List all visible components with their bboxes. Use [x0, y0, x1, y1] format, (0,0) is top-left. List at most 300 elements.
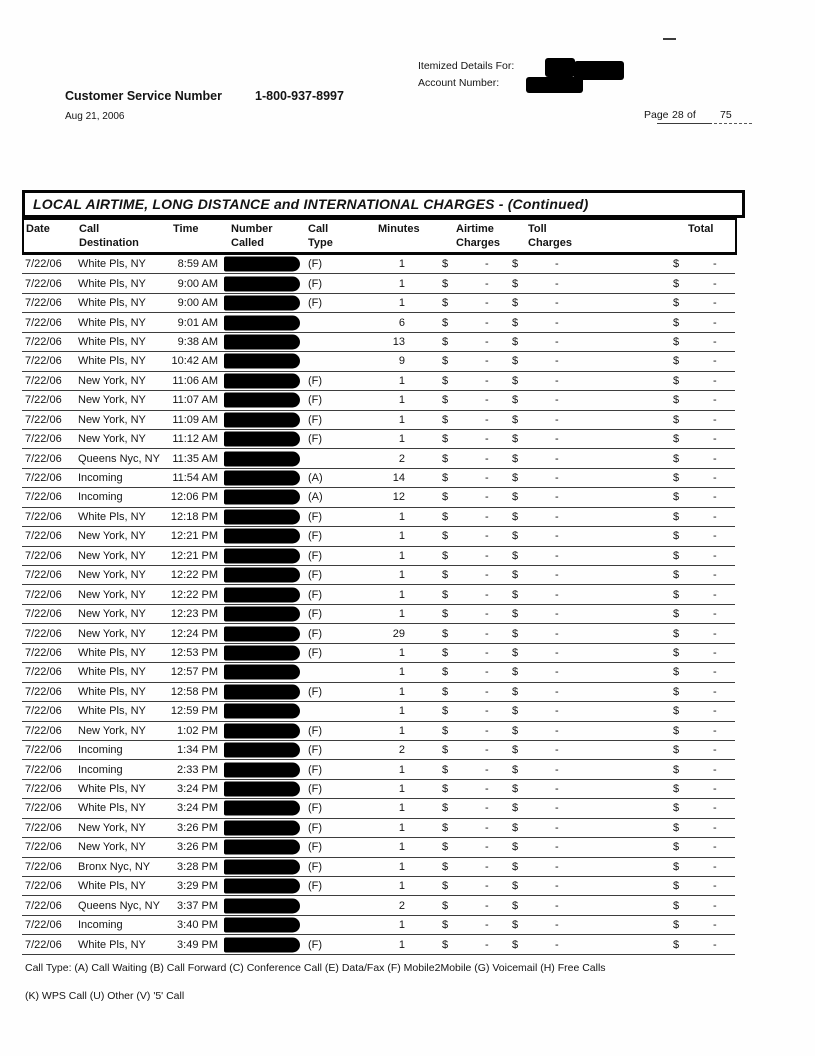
- cell-airtime-amount: -: [485, 510, 489, 523]
- cell-airtime-amount: -: [485, 783, 489, 796]
- cell-toll-amount: -: [555, 646, 559, 659]
- redaction-bar-number-called: [224, 315, 300, 330]
- cell-total-amount: -: [713, 724, 717, 737]
- cell-date: 7/22/06: [25, 666, 62, 679]
- cell-total-dollar: $: [673, 491, 680, 504]
- cell-destination: White Pls, NY: [78, 705, 146, 718]
- cell-total-amount: -: [713, 608, 717, 621]
- cell-total-dollar: $: [673, 316, 680, 329]
- cell-toll-dollar: $: [512, 802, 519, 815]
- cell-airtime-dollar: $: [442, 841, 449, 854]
- cell-total-dollar: $: [673, 705, 680, 718]
- cell-total-dollar: $: [673, 646, 680, 659]
- cell-airtime-amount: -: [485, 569, 489, 582]
- cell-date: 7/22/06: [25, 938, 62, 951]
- cell-time: 8:59 AM: [177, 258, 218, 271]
- cell-time: 12:23 PM: [170, 608, 218, 621]
- cell-airtime-dollar: $: [442, 685, 449, 698]
- cell-airtime-amount: -: [485, 899, 489, 912]
- table-row: [22, 391, 735, 410]
- cell-minutes: 1: [398, 510, 405, 523]
- cell-toll-dollar: $: [512, 491, 519, 504]
- cell-total-amount: -: [713, 394, 717, 407]
- table-row: [22, 255, 735, 274]
- cell-airtime-dollar: $: [442, 899, 449, 912]
- cell-date: 7/22/06: [25, 413, 62, 426]
- cell-date: 7/22/06: [25, 860, 62, 873]
- cell-toll-dollar: $: [512, 374, 519, 387]
- cell-time: 11:35 AM: [172, 452, 218, 465]
- table-title: LOCAL AIRTIME, LONG DISTANCE and INTERNATIONAL CHARGES - (Continued): [33, 196, 589, 212]
- cell-time: 9:00 AM: [177, 277, 218, 290]
- cell-destination: Bronx Nyc, NY: [78, 860, 151, 873]
- cell-total-dollar: $: [673, 938, 680, 951]
- cell-destination: New York, NY: [78, 530, 146, 543]
- table-row: [22, 741, 735, 760]
- col-header-destination: Call Destination: [79, 223, 139, 249]
- cell-total-dollar: $: [673, 627, 680, 640]
- cell-airtime-amount: -: [485, 452, 489, 465]
- cell-toll-dollar: $: [512, 724, 519, 737]
- cell-airtime-dollar: $: [442, 705, 449, 718]
- cell-airtime-amount: -: [485, 335, 489, 348]
- cell-minutes: 1: [398, 724, 405, 737]
- cell-call-type: (F): [308, 802, 323, 815]
- cell-call-type: (F): [308, 763, 323, 776]
- cell-time: 3:26 PM: [177, 841, 218, 854]
- cell-call-type: (F): [308, 608, 323, 621]
- cell-time: 9:38 AM: [177, 335, 218, 348]
- cell-toll-amount: -: [555, 510, 559, 523]
- cell-destination: New York, NY: [78, 724, 146, 737]
- cell-total-dollar: $: [673, 588, 680, 601]
- cell-airtime-dollar: $: [442, 394, 449, 407]
- cell-airtime-amount: -: [485, 880, 489, 893]
- redaction-bar-number-called: [224, 587, 300, 602]
- cell-destination: New York, NY: [78, 413, 146, 426]
- cell-total-amount: -: [713, 452, 717, 465]
- cell-airtime-dollar: $: [442, 297, 449, 310]
- cell-time: 12:06 PM: [170, 491, 218, 504]
- cell-toll-dollar: $: [512, 472, 519, 485]
- cell-toll-amount: -: [555, 724, 559, 737]
- cell-toll-amount: -: [555, 705, 559, 718]
- cell-destination: White Pls, NY: [78, 938, 146, 951]
- redaction-bar-number-called: [224, 432, 300, 447]
- cell-call-type: (F): [308, 549, 323, 562]
- customer-service-label: Customer Service Number: [65, 89, 223, 103]
- redaction-bar-number-called: [224, 723, 300, 738]
- cell-toll-dollar: $: [512, 258, 519, 271]
- col-header-minutes: Minutes: [378, 223, 420, 235]
- scan-dash-mark: [663, 38, 676, 40]
- cell-time: 3:24 PM: [177, 783, 218, 796]
- cell-total-dollar: $: [673, 802, 680, 815]
- cell-date: 7/22/06: [25, 569, 62, 582]
- cell-toll-amount: -: [555, 530, 559, 543]
- cell-destination: New York, NY: [78, 549, 146, 562]
- cell-destination: New York, NY: [78, 821, 146, 834]
- table-row: [22, 605, 735, 624]
- cell-total-dollar: $: [673, 821, 680, 834]
- table-row: [22, 916, 735, 935]
- cell-toll-dollar: $: [512, 510, 519, 523]
- cell-destination: Incoming: [78, 472, 123, 485]
- redaction-bar-number-called: [224, 782, 300, 797]
- page-label: Page: [644, 109, 669, 121]
- cell-airtime-amount: -: [485, 491, 489, 504]
- cell-toll-amount: -: [555, 744, 559, 757]
- cell-time: 12:21 PM: [170, 530, 218, 543]
- cell-date: 7/22/06: [25, 627, 62, 640]
- redaction-bar-number-called: [224, 276, 300, 291]
- cell-airtime-dollar: $: [442, 335, 449, 348]
- cell-toll-dollar: $: [512, 608, 519, 621]
- col-header-date: Date: [26, 223, 50, 235]
- cell-airtime-dollar: $: [442, 744, 449, 757]
- cell-total-dollar: $: [673, 374, 680, 387]
- cell-minutes: 14: [392, 472, 405, 485]
- cell-time: 12:18 PM: [170, 510, 218, 523]
- cell-minutes: 1: [398, 821, 405, 834]
- cell-minutes: 1: [398, 413, 405, 426]
- cell-time: 9:01 AM: [177, 316, 218, 329]
- redaction-bar-number-called: [224, 684, 300, 699]
- cell-time: 12:59 PM: [170, 705, 218, 718]
- cell-minutes: 1: [398, 297, 405, 310]
- cell-total-amount: -: [713, 355, 717, 368]
- redaction-bar-number-called: [224, 859, 300, 874]
- cell-airtime-dollar: $: [442, 413, 449, 426]
- cell-total-dollar: $: [673, 472, 680, 485]
- cell-toll-amount: -: [555, 433, 559, 446]
- table-row: [22, 644, 735, 663]
- cell-total-dollar: $: [673, 860, 680, 873]
- table-row: [22, 411, 735, 430]
- table-row: [22, 585, 735, 604]
- cell-toll-amount: -: [555, 783, 559, 796]
- cell-toll-amount: -: [555, 569, 559, 582]
- cell-date: 7/22/06: [25, 258, 62, 271]
- table-row: [22, 877, 735, 896]
- cell-total-dollar: $: [673, 452, 680, 465]
- cell-toll-dollar: $: [512, 685, 519, 698]
- cell-total-amount: -: [713, 413, 717, 426]
- cell-total-dollar: $: [673, 899, 680, 912]
- table-row: [22, 663, 735, 682]
- cell-minutes: 1: [398, 685, 405, 698]
- cell-toll-dollar: $: [512, 899, 519, 912]
- cell-destination: White Pls, NY: [78, 880, 146, 893]
- page-total: 75: [720, 109, 732, 121]
- table-row: [22, 722, 735, 741]
- cell-minutes: 1: [398, 938, 405, 951]
- redaction-bar-number-called: [224, 509, 300, 524]
- cell-date: 7/22/06: [25, 277, 62, 290]
- cell-minutes: 1: [398, 860, 405, 873]
- table-row: [22, 430, 735, 449]
- cell-destination: Incoming: [78, 763, 123, 776]
- cell-total-amount: -: [713, 938, 717, 951]
- cell-call-type: (F): [308, 588, 323, 601]
- cell-minutes: 1: [398, 841, 405, 854]
- cell-time: 1:02 PM: [177, 724, 218, 737]
- table-row: [22, 760, 735, 779]
- cell-minutes: 1: [398, 394, 405, 407]
- cell-date: 7/22/06: [25, 821, 62, 834]
- cell-time: 3:28 PM: [177, 860, 218, 873]
- table-row: [22, 488, 735, 507]
- table-row: [22, 858, 735, 877]
- col-header-toll-charges: Toll Charges: [528, 223, 573, 249]
- cell-toll-amount: -: [555, 880, 559, 893]
- cell-minutes: 1: [398, 433, 405, 446]
- cell-date: 7/22/06: [25, 530, 62, 543]
- cell-total-dollar: $: [673, 880, 680, 893]
- cell-minutes: 2: [398, 452, 405, 465]
- cell-airtime-amount: -: [485, 258, 489, 271]
- cell-airtime-dollar: $: [442, 569, 449, 582]
- cell-destination: White Pls, NY: [78, 316, 146, 329]
- cell-call-type: (A): [308, 491, 323, 504]
- cell-total-dollar: $: [673, 783, 680, 796]
- cell-time: 9:00 AM: [177, 297, 218, 310]
- cell-airtime-amount: -: [485, 763, 489, 776]
- cell-date: 7/22/06: [25, 297, 62, 310]
- cell-airtime-dollar: $: [442, 258, 449, 271]
- cell-toll-amount: -: [555, 297, 559, 310]
- cell-airtime-amount: -: [485, 685, 489, 698]
- cell-total-amount: -: [713, 821, 717, 834]
- cell-toll-amount: -: [555, 335, 559, 348]
- redaction-bar-number-called: [224, 334, 300, 349]
- cell-toll-amount: -: [555, 452, 559, 465]
- cell-total-dollar: $: [673, 724, 680, 737]
- cell-time: 12:57 PM: [170, 666, 218, 679]
- redaction-bar-number-called: [224, 762, 300, 777]
- table-row: [22, 838, 735, 857]
- table-row: [22, 352, 735, 371]
- cell-date: 7/22/06: [25, 705, 62, 718]
- cell-toll-dollar: $: [512, 763, 519, 776]
- cell-airtime-dollar: $: [442, 724, 449, 737]
- call-type-legend-line1: Call Type: (A) Call Waiting (B) Call Forward (C) Conference Call (E) Data/Fax (F) Mobile2Mobile (G) Voicemail (H) Free Calls: [25, 962, 606, 974]
- cell-minutes: 2: [398, 899, 405, 912]
- cell-total-amount: -: [713, 433, 717, 446]
- cell-total-dollar: $: [673, 841, 680, 854]
- col-header-total: Total: [688, 223, 714, 235]
- cell-call-type: (F): [308, 821, 323, 834]
- cell-minutes: 1: [398, 588, 405, 601]
- cell-time: 12:58 PM: [170, 685, 218, 698]
- cell-airtime-dollar: $: [442, 860, 449, 873]
- table-row: [22, 799, 735, 818]
- cell-airtime-dollar: $: [442, 802, 449, 815]
- cell-total-dollar: $: [673, 608, 680, 621]
- cell-airtime-amount: -: [485, 841, 489, 854]
- cell-time: 11:12 AM: [172, 433, 218, 446]
- cell-date: 7/22/06: [25, 374, 62, 387]
- cell-total-amount: -: [713, 472, 717, 485]
- cell-time: 3:24 PM: [177, 802, 218, 815]
- cell-minutes: 1: [398, 549, 405, 562]
- cell-minutes: 1: [398, 530, 405, 543]
- cell-airtime-dollar: $: [442, 938, 449, 951]
- cell-destination: White Pls, NY: [78, 277, 146, 290]
- redaction-bar-number-called: [224, 296, 300, 311]
- cell-minutes: 1: [398, 646, 405, 659]
- cell-airtime-dollar: $: [442, 510, 449, 523]
- cell-airtime-amount: -: [485, 646, 489, 659]
- redaction-bar-number-called: [224, 898, 300, 913]
- cell-total-dollar: $: [673, 666, 680, 679]
- cell-airtime-dollar: $: [442, 472, 449, 485]
- cell-toll-amount: -: [555, 666, 559, 679]
- cell-airtime-dollar: $: [442, 452, 449, 465]
- statement-date: Aug 21, 2006: [65, 111, 125, 122]
- cell-call-type: (F): [308, 530, 323, 543]
- cell-airtime-amount: -: [485, 919, 489, 932]
- redaction-bar-number-called: [224, 471, 300, 486]
- cell-date: 7/22/06: [25, 549, 62, 562]
- redaction-bar-number-called: [224, 548, 300, 563]
- cell-toll-dollar: $: [512, 355, 519, 368]
- cell-time: 11:09 AM: [172, 413, 218, 426]
- table-row: [22, 780, 735, 799]
- cell-minutes: 12: [392, 491, 405, 504]
- cell-total-dollar: $: [673, 413, 680, 426]
- cell-total-amount: -: [713, 705, 717, 718]
- table-row: [22, 702, 735, 721]
- cell-call-type: (F): [308, 394, 323, 407]
- call-type-legend-line2: (K) WPS Call (U) Other (V) '5' Call: [25, 990, 185, 1002]
- redaction-bar-number-called: [224, 607, 300, 622]
- cell-airtime-amount: -: [485, 802, 489, 815]
- cell-total-dollar: $: [673, 530, 680, 543]
- cell-airtime-amount: -: [485, 724, 489, 737]
- cell-total-amount: -: [713, 880, 717, 893]
- cell-total-amount: -: [713, 297, 717, 310]
- cell-toll-dollar: $: [512, 335, 519, 348]
- cell-date: 7/22/06: [25, 744, 62, 757]
- cell-minutes: 1: [398, 569, 405, 582]
- redaction-bar-number-called: [224, 918, 300, 933]
- cell-destination: New York, NY: [78, 588, 146, 601]
- cell-airtime-amount: -: [485, 821, 489, 834]
- cell-destination: White Pls, NY: [78, 685, 146, 698]
- cell-total-dollar: $: [673, 510, 680, 523]
- cell-airtime-dollar: $: [442, 646, 449, 659]
- cell-airtime-amount: -: [485, 413, 489, 426]
- redaction-bar-number-called: [224, 257, 300, 272]
- cell-airtime-amount: -: [485, 433, 489, 446]
- cell-call-type: (F): [308, 841, 323, 854]
- cell-time: 3:49 PM: [177, 938, 218, 951]
- cell-call-type: (F): [308, 433, 323, 446]
- cell-destination: New York, NY: [78, 841, 146, 854]
- cell-minutes: 1: [398, 277, 405, 290]
- cell-destination: White Pls, NY: [78, 802, 146, 815]
- cell-toll-amount: -: [555, 277, 559, 290]
- cell-airtime-amount: -: [485, 355, 489, 368]
- redaction-bar-number-called: [224, 529, 300, 544]
- redaction-bar-number-called: [224, 412, 300, 427]
- cell-time: 12:22 PM: [170, 588, 218, 601]
- cell-call-type: (F): [308, 627, 323, 640]
- cell-time: 12:21 PM: [170, 549, 218, 562]
- customer-service-number: 1-800-937-8997: [255, 89, 344, 103]
- cell-airtime-dollar: $: [442, 608, 449, 621]
- cell-toll-amount: -: [555, 627, 559, 640]
- cell-time: 3:37 PM: [177, 899, 218, 912]
- col-header-call-type: Call Type: [308, 223, 333, 249]
- cell-time: 2:33 PM: [177, 763, 218, 776]
- cell-call-type: (F): [308, 744, 323, 757]
- cell-minutes: 6: [398, 316, 405, 329]
- redaction-bar-number-called: [224, 354, 300, 369]
- redaction-bar-number-called: [224, 451, 300, 466]
- cell-toll-dollar: $: [512, 666, 519, 679]
- cell-destination: White Pls, NY: [78, 783, 146, 796]
- cell-toll-dollar: $: [512, 452, 519, 465]
- col-header-time: Time: [173, 223, 199, 235]
- cell-airtime-amount: -: [485, 394, 489, 407]
- cell-call-type: (A): [308, 472, 323, 485]
- cell-toll-dollar: $: [512, 413, 519, 426]
- cell-toll-amount: -: [555, 394, 559, 407]
- cell-airtime-dollar: $: [442, 433, 449, 446]
- cell-toll-amount: -: [555, 899, 559, 912]
- cell-toll-amount: -: [555, 802, 559, 815]
- cell-call-type: (F): [308, 297, 323, 310]
- cell-date: 7/22/06: [25, 841, 62, 854]
- cell-minutes: 9: [398, 355, 405, 368]
- cell-destination: Queens Nyc, NY: [78, 452, 160, 465]
- cell-date: 7/22/06: [25, 491, 62, 504]
- cell-total-amount: -: [713, 860, 717, 873]
- cell-time: 12:53 PM: [170, 646, 218, 659]
- cell-toll-dollar: $: [512, 530, 519, 543]
- cell-toll-dollar: $: [512, 705, 519, 718]
- cell-toll-dollar: $: [512, 297, 519, 310]
- cell-toll-amount: -: [555, 685, 559, 698]
- table-row: [22, 294, 735, 313]
- col-header-number-called: Number Called: [231, 223, 273, 249]
- cell-total-amount: -: [713, 569, 717, 582]
- cell-date: 7/22/06: [25, 880, 62, 893]
- cell-total-amount: -: [713, 919, 717, 932]
- page-underline: [657, 123, 712, 124]
- cell-minutes: 1: [398, 763, 405, 776]
- cell-total-amount: -: [713, 685, 717, 698]
- cell-time: 11:54 AM: [172, 472, 218, 485]
- cell-call-type: (F): [308, 374, 323, 387]
- cell-toll-amount: -: [555, 355, 559, 368]
- cell-minutes: 13: [392, 335, 405, 348]
- cell-total-amount: -: [713, 316, 717, 329]
- cell-date: 7/22/06: [25, 588, 62, 601]
- cell-airtime-amount: -: [485, 860, 489, 873]
- table-title-box: [22, 190, 745, 218]
- table-row: [22, 313, 735, 332]
- cell-toll-dollar: $: [512, 394, 519, 407]
- cell-toll-dollar: $: [512, 316, 519, 329]
- cell-time: 10:42 AM: [171, 355, 218, 368]
- cell-total-amount: -: [713, 763, 717, 776]
- cell-total-dollar: $: [673, 433, 680, 446]
- cell-date: 7/22/06: [25, 763, 62, 776]
- redaction-bar-account: [526, 77, 583, 93]
